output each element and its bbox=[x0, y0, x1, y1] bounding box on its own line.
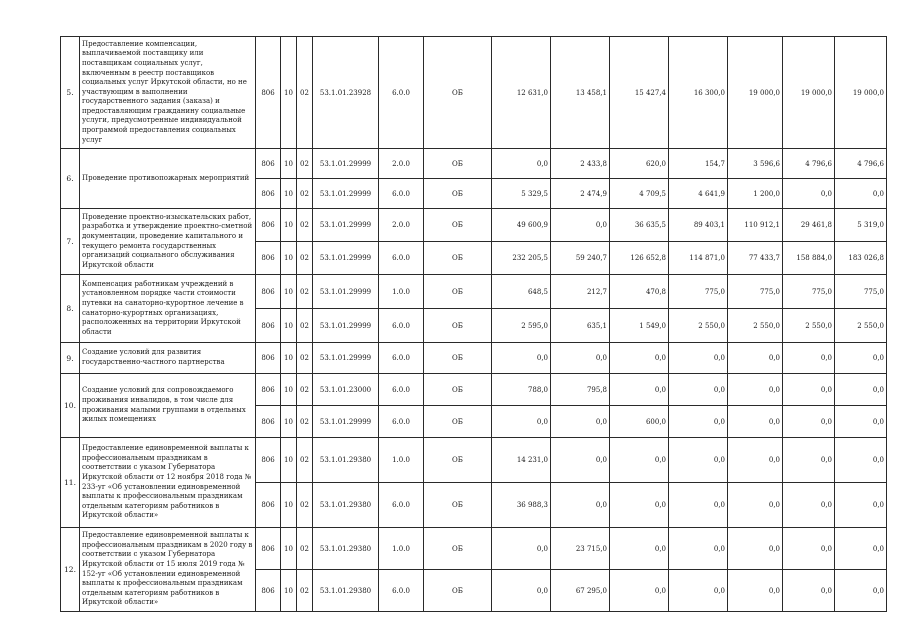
table-row bbox=[61, 343, 887, 374]
expense-type-code: 6.0.0 bbox=[379, 242, 424, 275]
expense-type-code: 6.0.0 bbox=[379, 483, 424, 528]
row-number: 7. bbox=[61, 209, 80, 275]
amount-cell: 470,8 bbox=[610, 275, 669, 309]
section-code: 10 bbox=[281, 149, 297, 179]
amount-cell: 0,0 bbox=[610, 528, 669, 570]
grbs-code: 806 bbox=[256, 209, 281, 242]
expense-type-code: 6.0.0 bbox=[379, 37, 424, 149]
expense-type-code: 6.0.0 bbox=[379, 309, 424, 343]
expense-type-code: 6.0.0 bbox=[379, 343, 424, 374]
activity-name: Компенсация работникам учреждений в установленном порядке части стоимости путевки на санаторно-курортное лечение в санаторно-курортных организациях, расположенных на территории Иркутской области bbox=[80, 275, 256, 343]
amount-cell: 4 796,6 bbox=[835, 149, 887, 179]
amount-cell: 0,0 bbox=[728, 343, 783, 374]
section-code: 10 bbox=[281, 483, 297, 528]
funding-source: ОБ bbox=[424, 275, 492, 309]
amount-cell: 232 205,5 bbox=[492, 242, 551, 275]
funding-source: ОБ bbox=[424, 483, 492, 528]
amount-cell: 648,5 bbox=[492, 275, 551, 309]
subsection-code: 02 bbox=[297, 406, 313, 438]
amount-cell: 0,0 bbox=[783, 406, 835, 438]
amount-cell: 0,0 bbox=[728, 406, 783, 438]
amount-cell: 0,0 bbox=[669, 406, 728, 438]
row-number: 5. bbox=[61, 37, 80, 149]
funding-source: ОБ bbox=[424, 570, 492, 612]
grbs-code: 806 bbox=[256, 483, 281, 528]
target-article-code: 53.1.01.23000 bbox=[313, 374, 379, 406]
grbs-code: 806 bbox=[256, 406, 281, 438]
amount-cell: 0,0 bbox=[551, 209, 610, 242]
expense-type-code: 6.0.0 bbox=[379, 374, 424, 406]
section-code: 10 bbox=[281, 242, 297, 275]
amount-cell: 0,0 bbox=[492, 149, 551, 179]
table-row bbox=[61, 275, 887, 309]
amount-cell: 0,0 bbox=[669, 343, 728, 374]
amount-cell: 0,0 bbox=[551, 483, 610, 528]
amount-cell: 49 600,9 bbox=[492, 209, 551, 242]
expense-type-code: 2.0.0 bbox=[379, 149, 424, 179]
amount-cell: 3 596,6 bbox=[728, 149, 783, 179]
funding-source: ОБ bbox=[424, 406, 492, 438]
amount-cell: 635,1 bbox=[551, 309, 610, 343]
grbs-code: 806 bbox=[256, 528, 281, 570]
target-article-code: 53.1.01.29999 bbox=[313, 179, 379, 209]
table-row bbox=[61, 149, 887, 179]
amount-cell: 775,0 bbox=[835, 275, 887, 309]
subsection-code: 02 bbox=[297, 343, 313, 374]
grbs-code: 806 bbox=[256, 438, 281, 483]
section-code: 10 bbox=[281, 275, 297, 309]
amount-cell: 620,0 bbox=[610, 149, 669, 179]
amount-cell: 4 709,5 bbox=[610, 179, 669, 209]
subsection-code: 02 bbox=[297, 242, 313, 275]
expense-type-code: 6.0.0 bbox=[379, 179, 424, 209]
amount-cell: 0,0 bbox=[728, 483, 783, 528]
amount-cell: 13 458,1 bbox=[551, 37, 610, 149]
funding-source: ОБ bbox=[424, 37, 492, 149]
amount-cell: 89 403,1 bbox=[669, 209, 728, 242]
amount-cell: 788,0 bbox=[492, 374, 551, 406]
table-row bbox=[61, 37, 887, 149]
amount-cell: 19 000,0 bbox=[783, 37, 835, 149]
amount-cell: 0,0 bbox=[610, 374, 669, 406]
amount-cell: 19 000,0 bbox=[835, 37, 887, 149]
amount-cell: 0,0 bbox=[492, 343, 551, 374]
section-code: 10 bbox=[281, 343, 297, 374]
section-code: 10 bbox=[281, 438, 297, 483]
amount-cell: 12 631,0 bbox=[492, 37, 551, 149]
amount-cell: 154,7 bbox=[669, 149, 728, 179]
amount-cell: 0,0 bbox=[783, 528, 835, 570]
section-code: 10 bbox=[281, 209, 297, 242]
grbs-code: 806 bbox=[256, 343, 281, 374]
amount-cell: 0,0 bbox=[728, 570, 783, 612]
target-article-code: 53.1.01.29999 bbox=[313, 406, 379, 438]
amount-cell: 0,0 bbox=[835, 374, 887, 406]
amount-cell: 0,0 bbox=[610, 343, 669, 374]
grbs-code: 806 bbox=[256, 309, 281, 343]
amount-cell: 2 550,0 bbox=[835, 309, 887, 343]
budget-table-body bbox=[61, 37, 887, 612]
activity-name: Предоставление компенсации, выплачиваемой поставщику или поставщикам социальных услуг, включенным в реестр поставщиков социальных услуг Иркутской области, но не участвующим в выполнении государственного задания (заказа) и предоставляющим гражданину социальные услуги, предусмотренные индивидуальной программой предоставления социальных услуг bbox=[80, 37, 256, 149]
amount-cell: 0,0 bbox=[835, 343, 887, 374]
row-number: 12. bbox=[61, 528, 80, 612]
amount-cell: 2 595,0 bbox=[492, 309, 551, 343]
expense-type-code: 1.0.0 bbox=[379, 528, 424, 570]
subsection-code: 02 bbox=[297, 438, 313, 483]
amount-cell: 5 319,0 bbox=[835, 209, 887, 242]
amount-cell: 2 550,0 bbox=[669, 309, 728, 343]
grbs-code: 806 bbox=[256, 149, 281, 179]
funding-source: ОБ bbox=[424, 438, 492, 483]
amount-cell: 4 641,9 bbox=[669, 179, 728, 209]
target-article-code: 53.1.01.29999 bbox=[313, 149, 379, 179]
amount-cell: 0,0 bbox=[728, 374, 783, 406]
target-article-code: 53.1.01.29380 bbox=[313, 570, 379, 612]
table-row bbox=[61, 209, 887, 242]
amount-cell: 775,0 bbox=[783, 275, 835, 309]
subsection-code: 02 bbox=[297, 209, 313, 242]
subsection-code: 02 bbox=[297, 179, 313, 209]
amount-cell: 0,0 bbox=[835, 483, 887, 528]
amount-cell: 0,0 bbox=[551, 438, 610, 483]
amount-cell: 1 200,0 bbox=[728, 179, 783, 209]
amount-cell: 0,0 bbox=[492, 406, 551, 438]
target-article-code: 53.1.01.29380 bbox=[313, 528, 379, 570]
amount-cell: 2 550,0 bbox=[783, 309, 835, 343]
row-number: 9. bbox=[61, 343, 80, 374]
amount-cell: 77 433,7 bbox=[728, 242, 783, 275]
funding-source: ОБ bbox=[424, 149, 492, 179]
amount-cell: 2 433,8 bbox=[551, 149, 610, 179]
table-row bbox=[61, 528, 887, 570]
amount-cell: 4 796,6 bbox=[783, 149, 835, 179]
grbs-code: 806 bbox=[256, 374, 281, 406]
amount-cell: 600,0 bbox=[610, 406, 669, 438]
budget-table bbox=[60, 36, 887, 612]
target-article-code: 53.1.01.23928 bbox=[313, 37, 379, 149]
section-code: 10 bbox=[281, 406, 297, 438]
amount-cell: 0,0 bbox=[783, 179, 835, 209]
amount-cell: 14 231,0 bbox=[492, 438, 551, 483]
subsection-code: 02 bbox=[297, 149, 313, 179]
amount-cell: 212,7 bbox=[551, 275, 610, 309]
funding-source: ОБ bbox=[424, 209, 492, 242]
target-article-code: 53.1.01.29999 bbox=[313, 309, 379, 343]
amount-cell: 0,0 bbox=[610, 483, 669, 528]
funding-source: ОБ bbox=[424, 179, 492, 209]
activity-name: Создание условий для сопровождаемого проживания инвалидов, в том числе для проживания малыми группами в отдельных жилых помещениях bbox=[80, 374, 256, 438]
grbs-code: 806 bbox=[256, 37, 281, 149]
grbs-code: 806 bbox=[256, 179, 281, 209]
amount-cell: 0,0 bbox=[669, 528, 728, 570]
table-row bbox=[61, 438, 887, 483]
expense-type-code: 1.0.0 bbox=[379, 438, 424, 483]
amount-cell: 19 000,0 bbox=[728, 37, 783, 149]
amount-cell: 0,0 bbox=[669, 483, 728, 528]
subsection-code: 02 bbox=[297, 275, 313, 309]
subsection-code: 02 bbox=[297, 570, 313, 612]
target-article-code: 53.1.01.29380 bbox=[313, 438, 379, 483]
section-code: 10 bbox=[281, 374, 297, 406]
grbs-code: 806 bbox=[256, 242, 281, 275]
row-number: 6. bbox=[61, 149, 80, 209]
amount-cell: 0,0 bbox=[835, 438, 887, 483]
amount-cell: 183 026,8 bbox=[835, 242, 887, 275]
amount-cell: 0,0 bbox=[728, 438, 783, 483]
amount-cell: 16 300,0 bbox=[669, 37, 728, 149]
amount-cell: 0,0 bbox=[783, 343, 835, 374]
section-code: 10 bbox=[281, 570, 297, 612]
amount-cell: 29 461,8 bbox=[783, 209, 835, 242]
amount-cell: 67 295,0 bbox=[551, 570, 610, 612]
amount-cell: 0,0 bbox=[783, 438, 835, 483]
amount-cell: 1 549,0 bbox=[610, 309, 669, 343]
expense-type-code: 1.0.0 bbox=[379, 275, 424, 309]
amount-cell: 0,0 bbox=[551, 406, 610, 438]
amount-cell: 110 912,1 bbox=[728, 209, 783, 242]
funding-source: ОБ bbox=[424, 528, 492, 570]
amount-cell: 2 474,9 bbox=[551, 179, 610, 209]
amount-cell: 0,0 bbox=[783, 374, 835, 406]
amount-cell: 0,0 bbox=[835, 570, 887, 612]
expense-type-code: 2.0.0 bbox=[379, 209, 424, 242]
target-article-code: 53.1.01.29999 bbox=[313, 275, 379, 309]
expense-type-code: 6.0.0 bbox=[379, 406, 424, 438]
subsection-code: 02 bbox=[297, 374, 313, 406]
table-row bbox=[61, 374, 887, 406]
section-code: 10 bbox=[281, 528, 297, 570]
funding-source: ОБ bbox=[424, 242, 492, 275]
funding-source: ОБ bbox=[424, 374, 492, 406]
activity-name: Предоставление единовременной выплаты к профессиональным праздникам в 2020 году в соответствии с указом Губернатора Иркутской области от 15 июля 2019 года № 152-уг «Об установлении единовременной выплаты к профессиональным праздникам отдельным категориям работников в Иркутской области» bbox=[80, 528, 256, 612]
section-code: 10 bbox=[281, 37, 297, 149]
grbs-code: 806 bbox=[256, 275, 281, 309]
amount-cell: 775,0 bbox=[728, 275, 783, 309]
target-article-code: 53.1.01.29380 bbox=[313, 483, 379, 528]
activity-name: Предоставление единовременной выплаты к профессиональным праздникам в соответствии с указом Губернатора Иркутской области от 12 ноября 2018 года № 233-уг «Об установлении единовременной выплаты к профессиональным праздникам отдельным категориям работников в Иркутской области» bbox=[80, 438, 256, 528]
section-code: 10 bbox=[281, 179, 297, 209]
amount-cell: 0,0 bbox=[835, 528, 887, 570]
row-number: 10. bbox=[61, 374, 80, 438]
grbs-code: 806 bbox=[256, 570, 281, 612]
section-code: 10 bbox=[281, 309, 297, 343]
amount-cell: 126 652,8 bbox=[610, 242, 669, 275]
amount-cell: 23 715,0 bbox=[551, 528, 610, 570]
amount-cell: 795,8 bbox=[551, 374, 610, 406]
amount-cell: 0,0 bbox=[835, 179, 887, 209]
amount-cell: 0,0 bbox=[492, 570, 551, 612]
amount-cell: 0,0 bbox=[783, 570, 835, 612]
amount-cell: 36 635,5 bbox=[610, 209, 669, 242]
amount-cell: 114 871,0 bbox=[669, 242, 728, 275]
subsection-code: 02 bbox=[297, 528, 313, 570]
activity-name: Проведение противопожарных мероприятий bbox=[80, 149, 256, 209]
amount-cell: 0,0 bbox=[669, 570, 728, 612]
amount-cell: 5 329,5 bbox=[492, 179, 551, 209]
subsection-code: 02 bbox=[297, 309, 313, 343]
target-article-code: 53.1.01.29999 bbox=[313, 343, 379, 374]
expense-type-code: 6.0.0 bbox=[379, 570, 424, 612]
target-article-code: 53.1.01.29999 bbox=[313, 209, 379, 242]
target-article-code: 53.1.01.29999 bbox=[313, 242, 379, 275]
amount-cell: 0,0 bbox=[728, 528, 783, 570]
row-number: 8. bbox=[61, 275, 80, 343]
amount-cell: 158 884,0 bbox=[783, 242, 835, 275]
amount-cell: 15 427,4 bbox=[610, 37, 669, 149]
amount-cell: 0,0 bbox=[610, 438, 669, 483]
amount-cell: 0,0 bbox=[610, 570, 669, 612]
funding-source: ОБ bbox=[424, 343, 492, 374]
amount-cell: 0,0 bbox=[669, 438, 728, 483]
amount-cell: 0,0 bbox=[551, 343, 610, 374]
subsection-code: 02 bbox=[297, 483, 313, 528]
amount-cell: 2 550,0 bbox=[728, 309, 783, 343]
amount-cell: 36 988,3 bbox=[492, 483, 551, 528]
activity-name: Создание условий для развития государственно-частного партнерства bbox=[80, 343, 256, 374]
amount-cell: 59 240,7 bbox=[551, 242, 610, 275]
amount-cell: 0,0 bbox=[783, 483, 835, 528]
funding-source: ОБ bbox=[424, 309, 492, 343]
amount-cell: 775,0 bbox=[669, 275, 728, 309]
subsection-code: 02 bbox=[297, 37, 313, 149]
row-number: 11. bbox=[61, 438, 80, 528]
amount-cell: 0,0 bbox=[669, 374, 728, 406]
amount-cell: 0,0 bbox=[835, 406, 887, 438]
amount-cell: 0,0 bbox=[492, 528, 551, 570]
activity-name: Проведение проектно-изыскательских работ, разработка и утверждение проектно-сметной документации, проведение капитального и текущего ремонта государственных организаций социального обслуживания Иркутской области bbox=[80, 209, 256, 275]
